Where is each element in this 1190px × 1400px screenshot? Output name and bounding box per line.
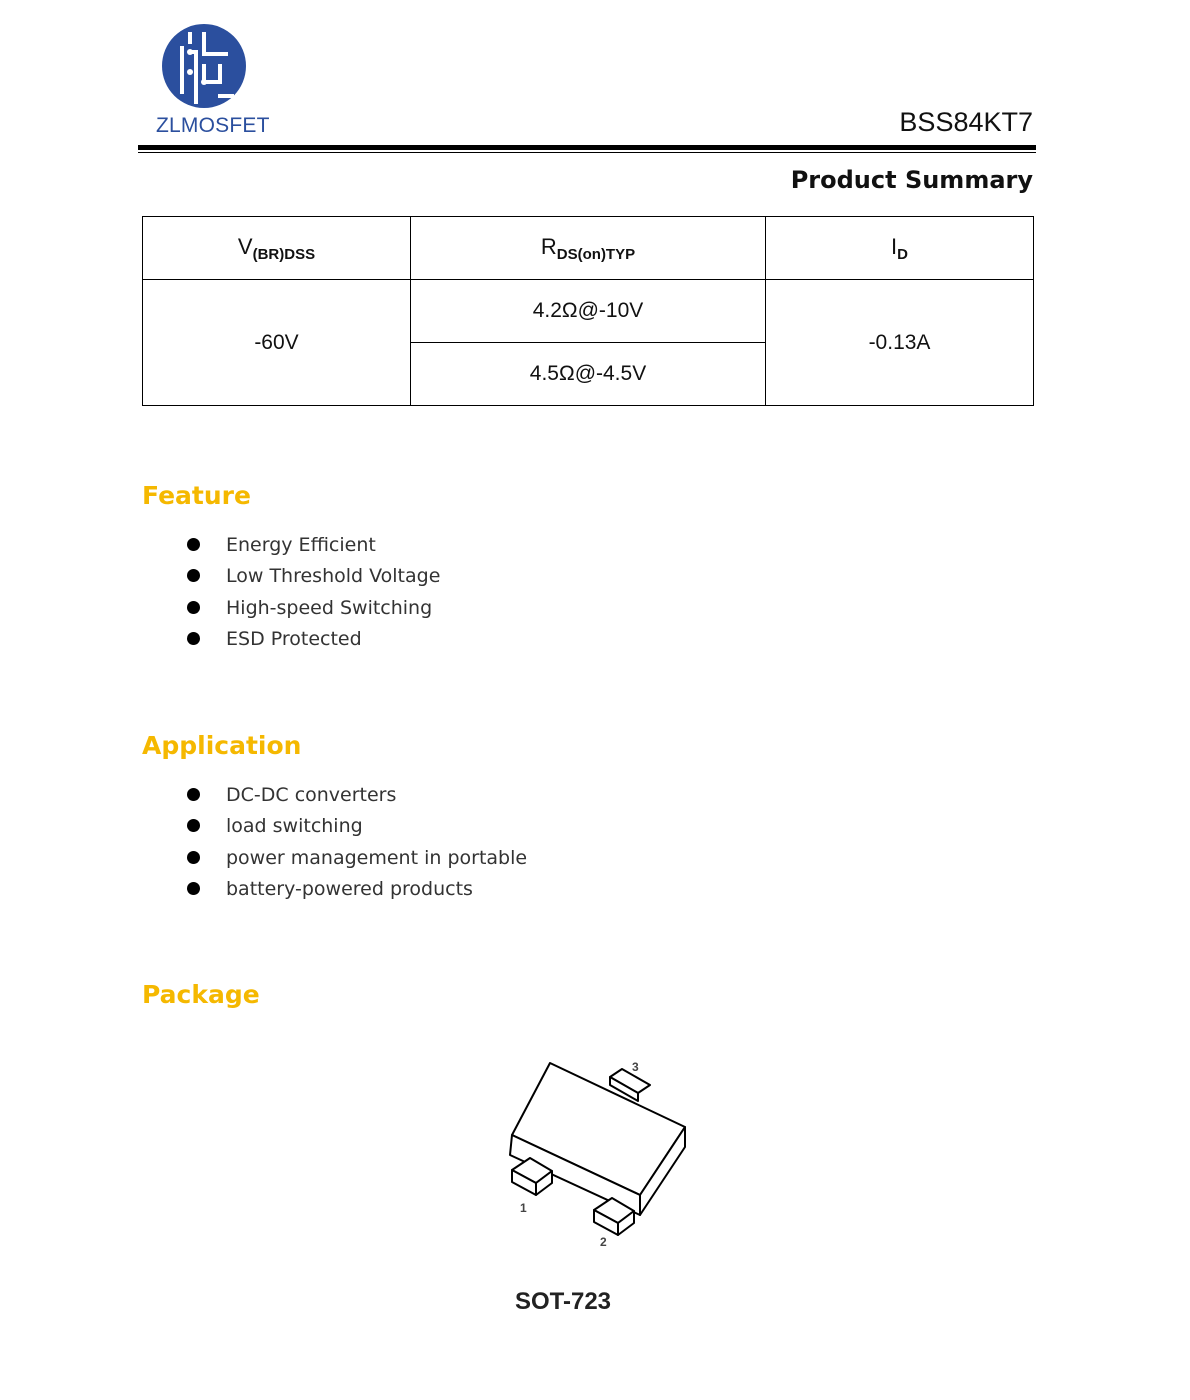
header-id	[766, 217, 1034, 280]
list-item	[186, 533, 440, 564]
application-item-text: load switching	[226, 815, 363, 838]
feature-item-text: Energy Efficient	[226, 534, 376, 556]
feature-heading: Feature	[142, 481, 251, 510]
feature-item-text: Low Threshold Voltage	[226, 565, 441, 588]
rdson-value-10v: 4.2Ω@-10V	[411, 280, 766, 343]
rdson-value-4-5v: 4.5Ω@-4.5V	[411, 343, 766, 406]
logo-emblem-icon	[160, 24, 250, 110]
header-divider-thin	[138, 152, 1036, 153]
list-item	[186, 564, 440, 595]
bullet-icon	[187, 569, 200, 582]
id-value: -0.13A	[766, 280, 1034, 406]
feature-item-text: ESD Protected	[226, 627, 362, 650]
feature-list	[186, 533, 440, 658]
package-name: SOT-723	[514, 1288, 612, 1315]
bullet-icon	[187, 632, 200, 645]
application-item-text: power management in portable	[226, 846, 528, 869]
logo-text: ZLMOSFET	[156, 114, 270, 137]
list-item	[186, 627, 440, 658]
bullet-icon	[187, 538, 200, 551]
product-summary-title: Product Summary	[790, 166, 1033, 194]
bullet-icon	[187, 851, 200, 864]
bullet-icon	[187, 882, 200, 895]
list-item	[186, 877, 527, 908]
list-item	[186, 814, 527, 845]
product-summary-table	[142, 216, 1034, 406]
application-item-text: DC-DC converters	[226, 784, 397, 806]
header-rdson-symbol: R	[540, 233, 557, 259]
application-list	[186, 783, 527, 908]
header-vbrdss-symbol: V	[237, 233, 253, 259]
header-id-symbol: I	[891, 233, 898, 259]
vbrdss-value: -60V	[143, 280, 411, 406]
bullet-icon	[187, 788, 200, 801]
header-rdson-subscript: DS(on)TYP	[556, 245, 636, 263]
table-header-row	[143, 217, 1034, 280]
application-heading: Application	[142, 731, 302, 760]
header-vbrdss-subscript: (BR)DSS	[252, 245, 316, 263]
table-row	[143, 280, 1034, 343]
part-number: BSS84KT7	[899, 107, 1033, 137]
bullet-icon	[187, 819, 200, 832]
header-vbrdss	[143, 217, 411, 280]
application-item-text: battery-powered products	[226, 877, 473, 900]
company-logo	[150, 24, 270, 142]
list-item	[186, 783, 527, 814]
pin-1-label: 1	[520, 1201, 527, 1215]
package-heading: Package	[142, 980, 260, 1009]
feature-item-text: High-speed Switching	[226, 596, 433, 619]
header-divider	[138, 145, 1036, 150]
pin-3-label: 3	[632, 1060, 639, 1074]
sot723-package-drawing	[500, 1055, 700, 1255]
list-item	[186, 596, 440, 627]
header-rdson	[411, 217, 766, 280]
list-item	[186, 846, 527, 877]
bullet-icon	[187, 601, 200, 614]
header-id-subscript: D	[897, 245, 908, 263]
pin-2-label: 2	[600, 1235, 607, 1249]
